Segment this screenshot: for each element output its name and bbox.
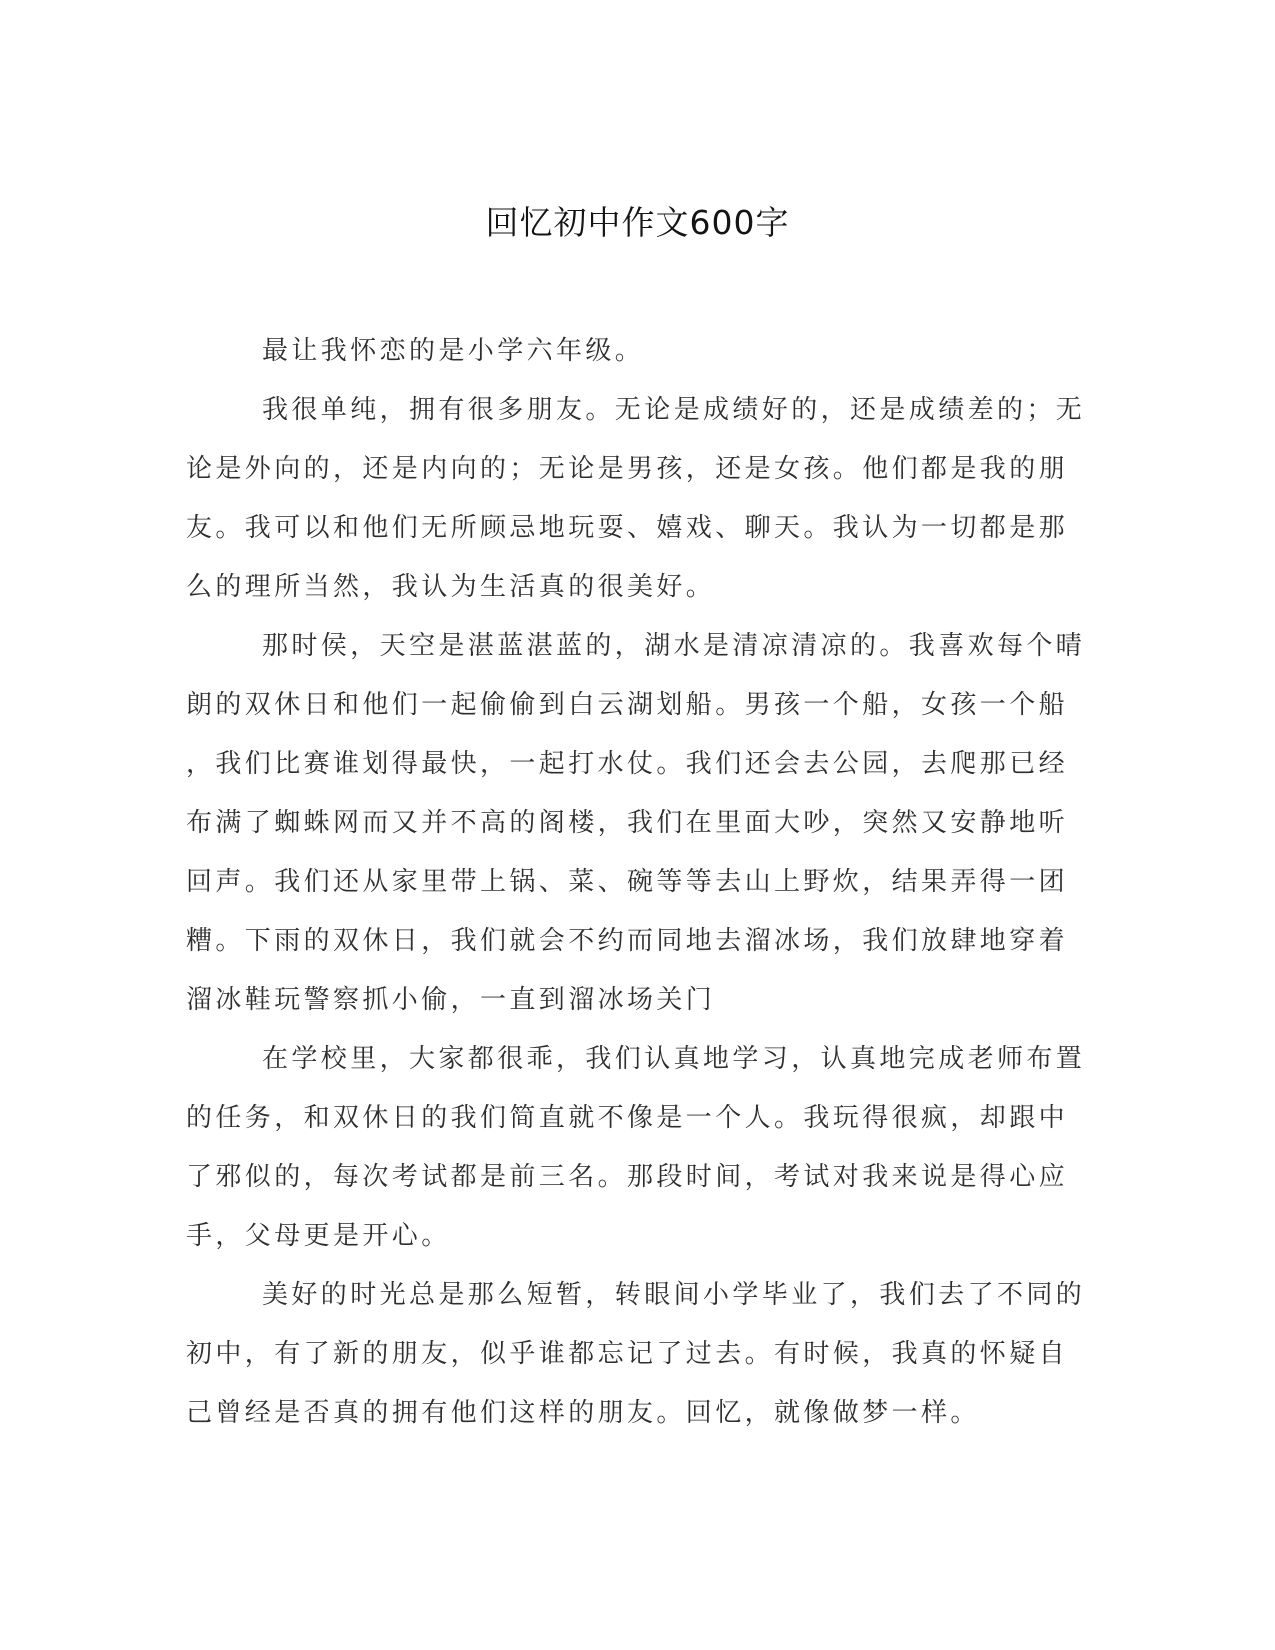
- paragraph-line: 己曾经是否真的拥有他们这样的朋友。回忆，就像做梦一样。: [186, 1398, 980, 1428]
- paragraph-line: 了邪似的，每次考试都是前三名。那段时间，考试对我来说是得心应: [186, 1162, 1069, 1192]
- paragraph-line: 回声。我们还从家里带上锅、菜、碗等等去山上野炊，结果弄得一团: [186, 867, 1069, 897]
- paragraph-line: ，我们比赛谁划得最快，一起打水仗。我们还会去公园，去爬那已经: [186, 749, 1069, 779]
- paragraph-2: [186, 381, 1086, 617]
- paragraph-line: 布满了蜘蛛网而又并不高的阁楼，我们在里面大吵，突然又安静地听: [186, 808, 1069, 838]
- paragraph-line: 美好的时光总是那么短暂，转眼间小学毕业了，我们去了不同的: [262, 1280, 1086, 1310]
- paragraph-line: 论是外向的，还是内向的；无论是男孩，还是女孩。他们都是我的朋: [186, 454, 1069, 484]
- paragraph-line: 糟。下雨的双休日，我们就会不约而同地去溜冰场，我们放肆地穿着: [186, 926, 1069, 956]
- paragraph-line: 么的理所当然，我认为生活真的很美好。: [186, 572, 716, 602]
- paragraph-line: 手，父母更是开心。: [186, 1221, 451, 1251]
- document-body: [186, 322, 1086, 1443]
- paragraph-line: 朗的双休日和他们一起偷偷到白云湖划船。男孩一个船，女孩一个船: [186, 690, 1069, 720]
- document-title: 回忆初中作文600字: [485, 203, 790, 242]
- paragraph-line: 溜冰鞋玩警察抓小偷，一直到溜冰场关门: [186, 985, 716, 1015]
- paragraph-4: [186, 1030, 1086, 1266]
- paragraph-line: 初中，有了新的朋友，似乎谁都忘记了过去。有时候，我真的怀疑自: [186, 1339, 1069, 1369]
- paragraph-line: 那时侯，天空是湛蓝湛蓝的，湖水是清凉清凉的。我喜欢每个晴: [262, 631, 1086, 661]
- paragraph-line: 在学校里，大家都很乖，我们认真地学习，认真地完成老师布置: [262, 1044, 1086, 1074]
- paragraph-line: 我很单纯，拥有很多朋友。无论是成绩好的，还是成绩差的；无: [262, 395, 1086, 425]
- paragraph-line: 最让我怀恋的是小学六年级。: [262, 336, 645, 366]
- paragraph-3: [186, 617, 1086, 1030]
- paragraph-line: 的任务，和双休日的我们简直就不像是一个人。我玩得很疯，却跟中: [186, 1103, 1069, 1133]
- paragraph-5: [186, 1266, 1086, 1443]
- paragraph-line: 友。我可以和他们无所顾忌地玩耍、嬉戏、聊天。我认为一切都是那: [186, 513, 1069, 543]
- paragraph-1: [186, 322, 1072, 381]
